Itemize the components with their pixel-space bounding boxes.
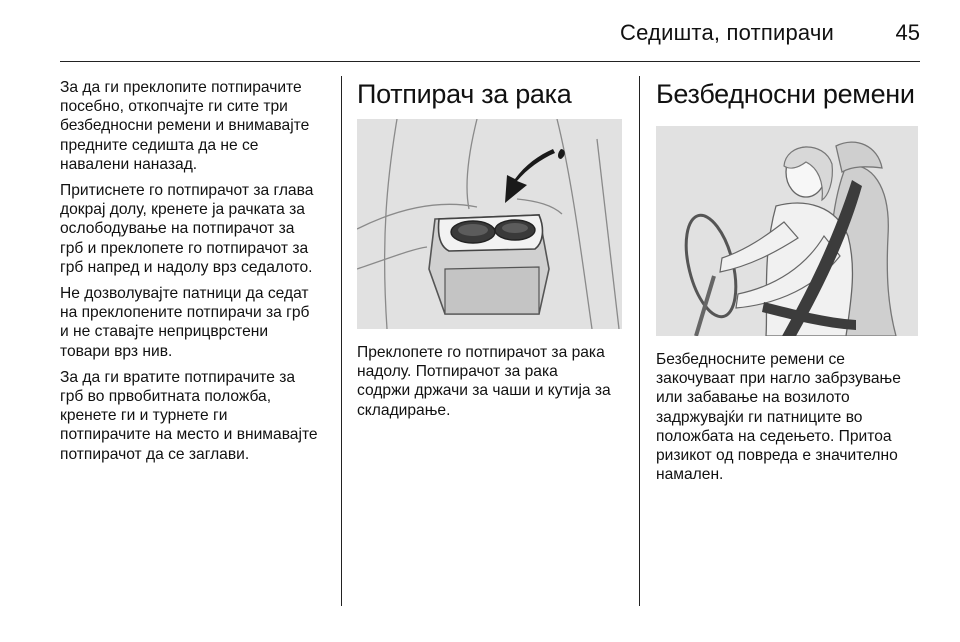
- paragraph-return-backrests: За да ги вратите потпирачите за грб во првобитната положба, кренете ги и турнете ги потпирачите на место и внимавајте потпирачот да се заглави.: [60, 368, 318, 463]
- column-2: [357, 78, 629, 427]
- paragraph-fold-separately: За да ги преклопите потпирачите посебно, откопчајте ги сите три безбедносни ремени и внимавајте предните седишта да не се навалени наназад.: [60, 79, 310, 173]
- seat-belt-caption: Безбедносните ремени се закочуваат при нагло забрзување или забавање на возилото задржувајќи ги патниците во положбата на седењето. Притоа ризикот од повреда е значително намален.: [656, 351, 901, 484]
- column-3: [656, 78, 926, 491]
- page-title: Седишта, потпирачи: [620, 20, 834, 45]
- header-rule: [60, 61, 920, 62]
- paragraph-press-headrest: Притиснете го потпирачот за глава докрај долу, кренете ја рачката за ослободување на потпирачот за грб и преклопете го потпирачот за грб напред и надолу врз седалото.: [60, 182, 314, 276]
- column-1: [60, 78, 330, 471]
- column-divider-2: [639, 76, 640, 606]
- armrest-caption: Преклопете го потпирачот за рака надолу. Потпирачот за рака содржи држачи за чаши и кутија за складирање.: [357, 344, 611, 419]
- section-heading-seat-belts: Безбедносни ремени: [656, 79, 915, 109]
- column-divider-1: [341, 76, 342, 606]
- armrest-drawing: [357, 119, 622, 329]
- section-heading-armrest: Потпирач за рака: [357, 79, 572, 109]
- page-header: [60, 16, 920, 60]
- paragraph-no-passengers: Не дозволувајте патници да седат на преклопените потпирачи за грб и не ставајте неприцврстени товари врз нив.: [60, 285, 310, 360]
- armrest-illustration: [357, 119, 622, 329]
- seat-belt-illustration: [656, 126, 918, 336]
- seat-belt-drawing: [656, 126, 918, 336]
- page-number: 45: [895, 20, 920, 45]
